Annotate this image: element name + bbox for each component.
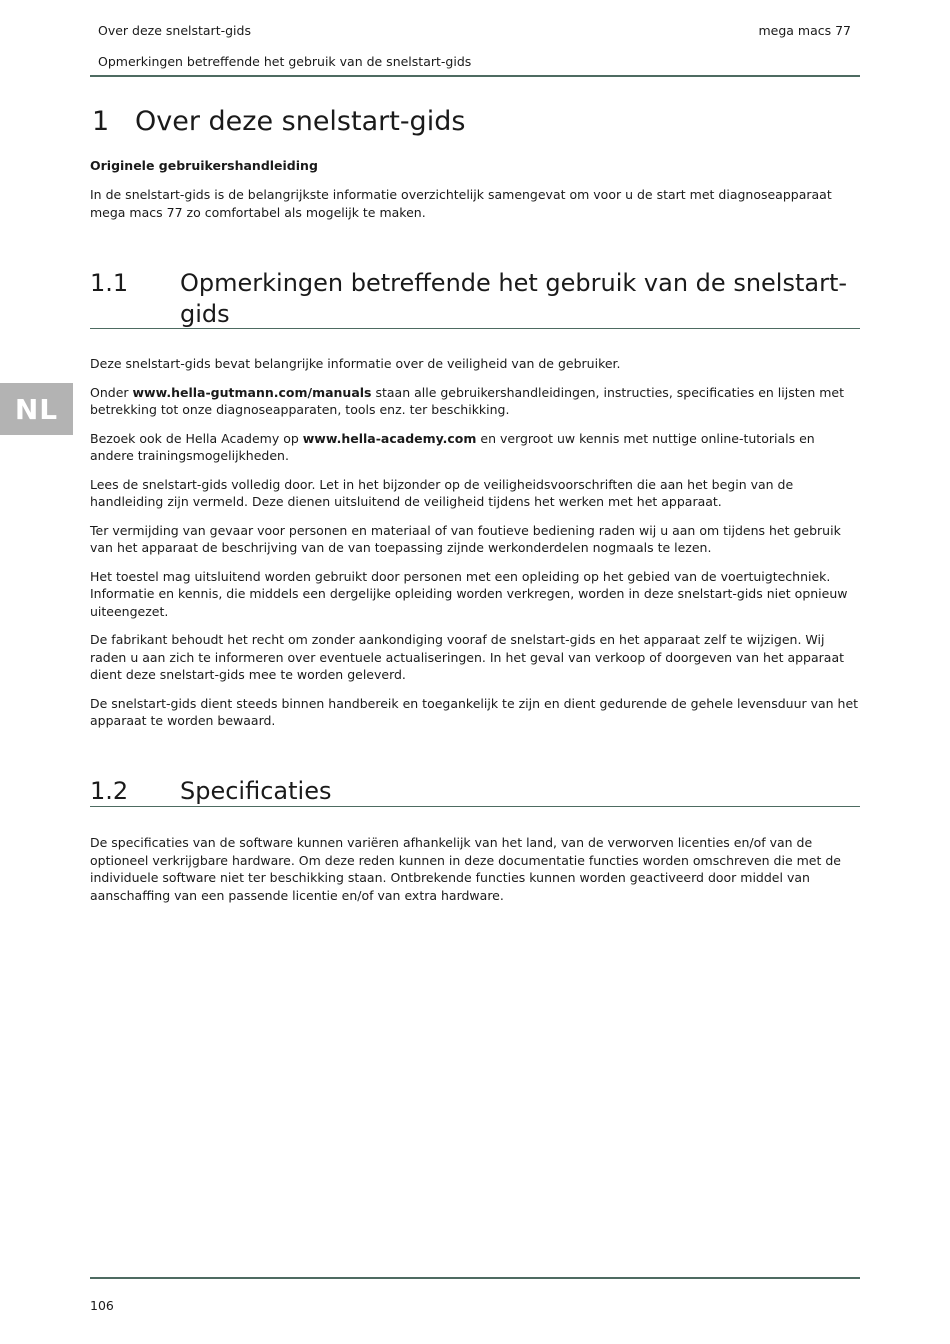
section-1-1-title: Opmerkingen betreffende het gebruik van de snelstart-gids (180, 269, 848, 328)
running-header-product: mega macs 77 (758, 23, 851, 38)
chapter-heading (92, 106, 465, 137)
section-1-1-number: 1.1 (90, 269, 129, 297)
footer-divider (90, 1277, 860, 1279)
academy-url: www.hella-academy.com (302, 430, 477, 446)
running-header-title: Over deze snelstart-gids (98, 23, 251, 38)
section-1-2-title: Specificaties (180, 777, 332, 805)
section-1-1-body (90, 355, 860, 741)
section-1-1-divider (90, 328, 860, 329)
paragraph-manufacturer-rights: De fabrikant behoudt het recht om zonder aankondiging vooraf de snelstart-gids en het apparaat zelf te wijzigen. Wij raden u aan zich te informeren over eventuele actualiseringen. In het geval van verkoop of doorgeven van het apparaat dient deze snelstart-gids mee te worden geleverd. (90, 632, 845, 682)
section-1-2-divider (90, 806, 860, 807)
paragraph-manuals-link (90, 384, 860, 419)
section-1-1-heading (90, 268, 860, 330)
chapter-subheading: Originele gebruikershandleiding (90, 158, 318, 173)
paragraph-avoid-danger: Ter vermijding van gevaar voor personen en materiaal of van foutieve bediening raden wij u aan om tijdens het gebruik van het apparaat de beschrijving van de van toepassing zijnde werkonderdelen nogmaals te lezen. (90, 522, 841, 555)
paragraph-keep-accessible: De snelstart-gids dient steeds binnen handbereik en toegankelijk te zijn en dient gedurende de gehele levensduur van het apparaat te worden bewaard. (90, 695, 859, 728)
page-number: 106 (90, 1298, 114, 1313)
manuals-url: www.hella-gutmann.com/manuals (132, 384, 372, 400)
paragraph-read-guide: Lees de snelstart-gids volledig door. Let in het bijzonder op de veiligheidsvoorschriften die aan het begin van de handleiding zijn vermeld. Deze dienen uitsluitend de veiligheid tijdens het werken met het apparaat. (90, 476, 794, 509)
chapter-number: 1 (92, 106, 110, 137)
manuals-text-pre: Onder (90, 384, 133, 400)
paragraph-specifications: De specificaties van de software kunnen variëren afhankelijk van het land, van de verworven licenties en/of van de optioneel verkrijgbare hardware. Om deze reden kunnen in deze documentatie functies worden omschreven die met de individuele software niet ter beschikking staan. Ontbrekende functies kunnen worden geactiveerd door middel van aanschaffing van een passende licentie en/of van extra hardware. (90, 835, 841, 903)
language-tab: NL (0, 383, 73, 435)
header-divider (90, 75, 860, 77)
section-1-2-body (90, 834, 860, 904)
section-1-2-number: 1.2 (90, 777, 129, 805)
academy-text-post: en vergroot uw kennis met nuttige online-tutorials en andere trainingsmogelijkheden. (90, 430, 815, 463)
paragraph-safety-info: Deze snelstart-gids bevat belangrijke informatie over de veiligheid van de gebruiker. (90, 356, 621, 371)
section-1-2-heading (90, 776, 860, 807)
manuals-text-post: staan alle gebruikershandleidingen, instructies, specificaties en lijsten met betrekking tot onze diagnoseapparaten, tools enz. ter beschikking. (90, 384, 844, 417)
chapter-intro-paragraph: In de snelstart-gids is de belangrijkste informatie overzichtelijk samengevat om voor u de start met diagnoseapparaat mega macs 77 zo comfortabel als mogelijk te maken. (90, 187, 832, 220)
chapter-title: Over deze snelstart-gids (135, 106, 466, 137)
paragraph-academy-link (90, 430, 860, 465)
academy-text-pre: Bezoek ook de Hella Academy op (90, 430, 303, 446)
running-header-section: Opmerkingen betreffende het gebruik van de snelstart-gids (98, 54, 472, 69)
chapter-intro-block (90, 186, 860, 221)
paragraph-trained-users: Het toestel mag uitsluitend worden gebruikt door personen met een opleiding op het gebied van de voertuigtechniek. Informatie en kennis, die middels een dergelijke opleiding worden verkregen, worden in deze snelstart-gids niet opnieuw uiteengezet. (90, 568, 848, 619)
